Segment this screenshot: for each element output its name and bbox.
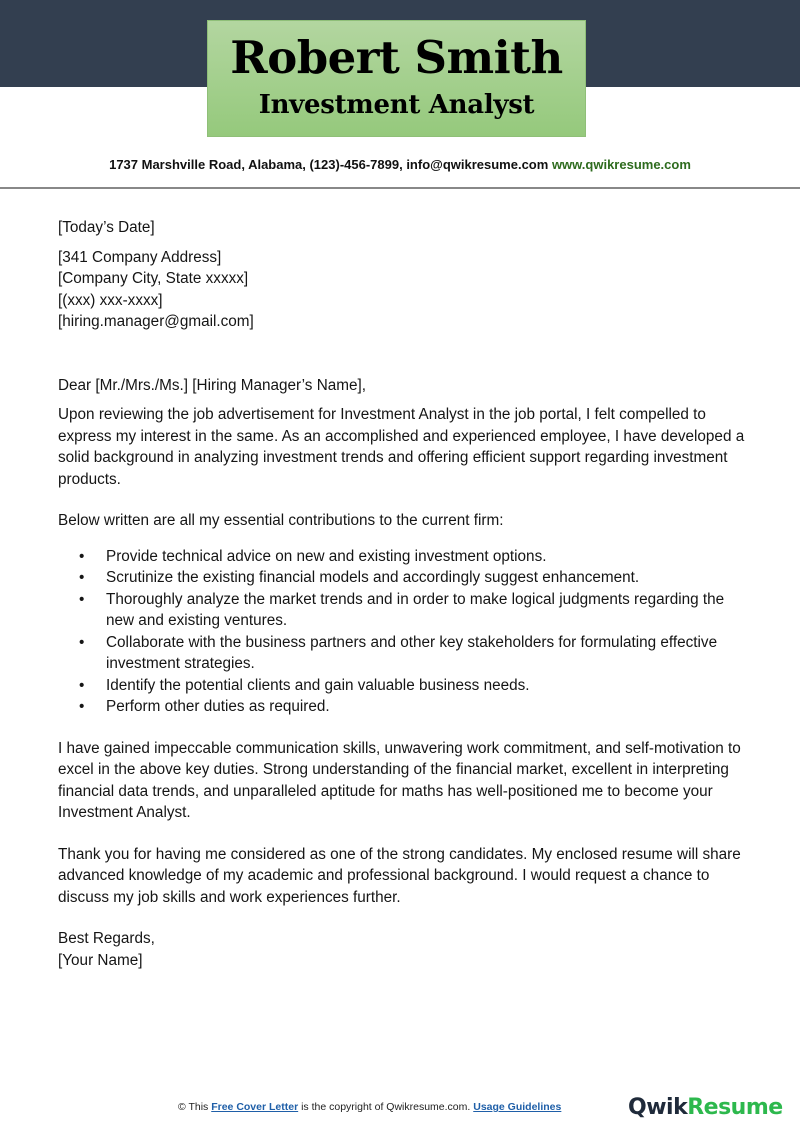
copyright-notice bbox=[178, 1101, 561, 1113]
contributions-list bbox=[58, 546, 748, 718]
logo-part-qwik: Qwik bbox=[628, 1095, 688, 1120]
closing-paragraph: Thank you for having me considered as one of the strong candidates. My enclosed resume will share advanced knowledge of my academic and professional background. I would request a chance to discuss my job skills and work experiences further. bbox=[58, 845, 741, 906]
contact-details: 1737 Marshville Road, Alabama, (123)-456-7899, info@qwikresume.com bbox=[109, 157, 549, 172]
list-item: • Perform other duties as required. bbox=[58, 696, 748, 718]
name-box bbox=[207, 20, 586, 137]
recipient-line: [hiring.manager@gmail.com] bbox=[58, 313, 254, 330]
recipient-line: [Company City, State xxxxx] bbox=[58, 270, 249, 287]
footer bbox=[0, 1095, 800, 1120]
qwikresume-logo[interactable] bbox=[628, 1095, 783, 1120]
usage-guidelines-link[interactable]: Usage Guidelines bbox=[473, 1101, 562, 1113]
recipient-line: [(xxx) xxx-xxxx] bbox=[58, 291, 163, 309]
list-item: • Collaborate with the business partners and other key stakeholders for formulating effective investment strategies. bbox=[58, 632, 748, 675]
applicant-name: Robert Smith bbox=[230, 31, 563, 84]
recipient-line: [341 Company Address] bbox=[58, 248, 222, 266]
free-cover-letter-link[interactable]: Free Cover Letter bbox=[211, 1101, 299, 1113]
salutation: Dear [Mr./Mrs./Ms.] [Hiring Manager’s Name], bbox=[58, 376, 366, 394]
intro-paragraph: Upon reviewing the job advertisement for Investment Analyst in the job portal, I felt compelled to express my interest in the same. As an accomplished and experienced employee, I have developed a solid background in analyzing investment trends and offering efficient support regarding investment products. bbox=[58, 406, 745, 488]
letter-body bbox=[58, 217, 748, 971]
date: [Today’s Date] bbox=[58, 219, 155, 236]
contact-line bbox=[0, 157, 800, 172]
list-item: • Thoroughly analyze the market trends and in order to make logical judgments regarding the new and existing ventures. bbox=[58, 589, 748, 632]
website-link[interactable]: www.qwikresume.com bbox=[551, 157, 691, 172]
signature: [Your Name] bbox=[58, 951, 143, 969]
copyright-text: is the copyright of Qwikresume.com. bbox=[298, 1101, 474, 1113]
list-item: • Provide technical advice on new and existing investment options. bbox=[58, 546, 748, 568]
logo-part-resume: Resume bbox=[687, 1095, 783, 1120]
list-item: • Scrutinize the existing financial models and accordingly suggest enhancement. bbox=[58, 567, 748, 589]
header-divider bbox=[0, 187, 800, 189]
list-item: • Identify the potential clients and gain valuable business needs. bbox=[58, 675, 748, 697]
closing: Best Regards, bbox=[58, 930, 155, 947]
recipient-block bbox=[58, 247, 748, 333]
job-title: Investment Analyst bbox=[258, 90, 535, 120]
copyright-text: © This bbox=[178, 1101, 212, 1113]
skills-paragraph: I have gained impeccable communication skills, unwavering work commitment, and self-motivation to excel in the above key duties. Strong understanding of the financial market, excellent in interpreting financial data trends, and unparalleled aptitude for maths has well-positioned me to become your Investment Analyst. bbox=[58, 739, 741, 821]
list-intro: Below written are all my essential contributions to the current firm: bbox=[58, 512, 504, 529]
